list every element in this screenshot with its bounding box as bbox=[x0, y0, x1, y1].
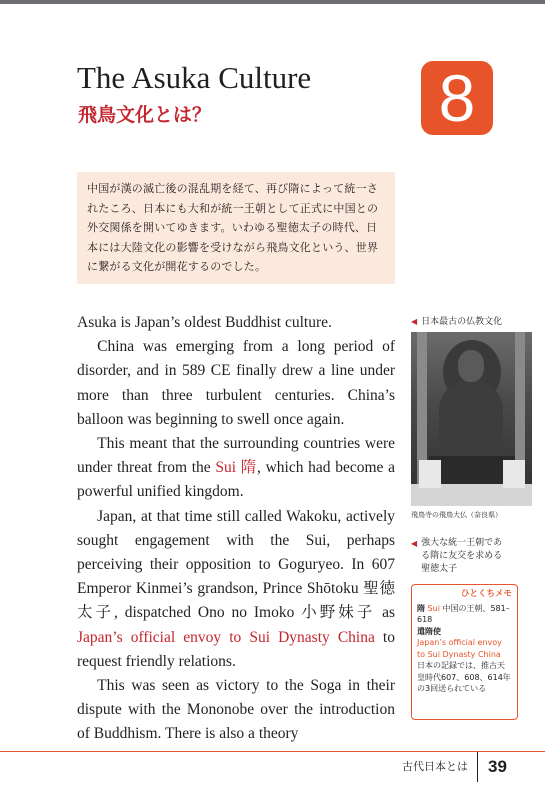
memo-sui-en: Sui bbox=[427, 603, 440, 613]
top-rule bbox=[0, 0, 545, 4]
chapter-number-badge: 8 bbox=[421, 61, 493, 135]
memo-envoy bbox=[417, 626, 512, 638]
paragraph-5: This was seen as victory to the Soga in their dispute with the Mononobe over the introduction of Buddhism. There is also a theory bbox=[77, 677, 395, 743]
photo-heading bbox=[411, 316, 502, 328]
memo-title: ひとくちメモ bbox=[460, 589, 512, 599]
memo-sui-term: 隋 bbox=[417, 603, 425, 613]
altar-cloth bbox=[419, 460, 441, 488]
altar-cloth bbox=[503, 460, 525, 488]
memo-envoy-term: 遣隋使 bbox=[417, 626, 441, 636]
memo-box bbox=[411, 584, 518, 720]
summary-box: 中国が漢の滅亡後の混乱期を経て、再び隋によって統一されたころ、日本にも大和が統一王朝として正式に中国との外交関係を開いてゆきます。いわゆる聖徳太子の時代、日本には大陸文化の影響を受けながら飛鳥文化という、世界に繋がる文化が開花するのでした。 bbox=[77, 172, 395, 284]
left-arrow-icon: ◀ bbox=[411, 539, 418, 548]
paragraph-4-text-a: Japan, at that time still called Wakoku, actively sought engagement with the Sui, perhaps perceiving their opposition to Goguryeo. In 607 Emperor Kinmei’s grandson, Prince Shōtoku 聖徳太子, dispatched Ono no Imoko 小野妹子 as bbox=[77, 507, 395, 622]
paragraph-1: Asuka is Japan’s oldest Buddhist culture. bbox=[77, 314, 332, 331]
buddha-head bbox=[458, 350, 484, 382]
memo-sui-desc: 中国の王朝、581–618 bbox=[417, 603, 510, 624]
footer-section-title: 古代日本とは bbox=[402, 760, 468, 773]
footer-separator bbox=[477, 752, 478, 782]
page-subtitle-ja: 飛鳥文化とは？ bbox=[78, 104, 212, 126]
asuka-daibutsu-photo bbox=[411, 332, 532, 506]
shotoku-caption bbox=[411, 537, 511, 576]
shotoku-caption-text: 強大な統一王朝である隋に友交を求める聖徳太子 bbox=[421, 538, 503, 574]
sui-term: Sui 隋 bbox=[215, 459, 258, 477]
paragraph-3 bbox=[77, 432, 395, 505]
paragraph-3-text-a: This meant that the surrounding countries were under threat from the bbox=[77, 435, 395, 477]
paragraph-2: China was emerging from a long period of disorder, and in 589 CE finally drew a line under more than three turbulent centuries. China’s balloon was beginning to swell once again. bbox=[77, 338, 395, 428]
page-title: The Asuka Culture bbox=[77, 60, 312, 95]
paragraph-4 bbox=[77, 505, 395, 674]
footer-rule bbox=[0, 751, 545, 752]
photo-heading-text: 日本最古の仏教文化 bbox=[421, 317, 503, 327]
buddha-body bbox=[439, 380, 503, 458]
photo-caption: 飛鳥寺の飛鳥大仏（奈良県） bbox=[411, 511, 502, 519]
body-text bbox=[77, 311, 395, 747]
memo-sui bbox=[417, 603, 512, 626]
paragraph-4-text-b: to request friendly relations. bbox=[77, 628, 395, 670]
page-number: 39 bbox=[488, 757, 507, 776]
memo-envoy-desc: 日本の記録では、推古天皇時代607、608、614年の3回送られている bbox=[417, 661, 511, 693]
left-arrow-icon: ◀ bbox=[411, 317, 418, 326]
memo-envoy-en: Japan’s official envoy to Sui Dynasty China bbox=[417, 638, 502, 659]
envoy-term: Japan’s official envoy to Sui Dynasty China bbox=[77, 628, 375, 646]
paragraph-3-text-b: , which had become a powerful unified kingdom. bbox=[77, 459, 395, 501]
